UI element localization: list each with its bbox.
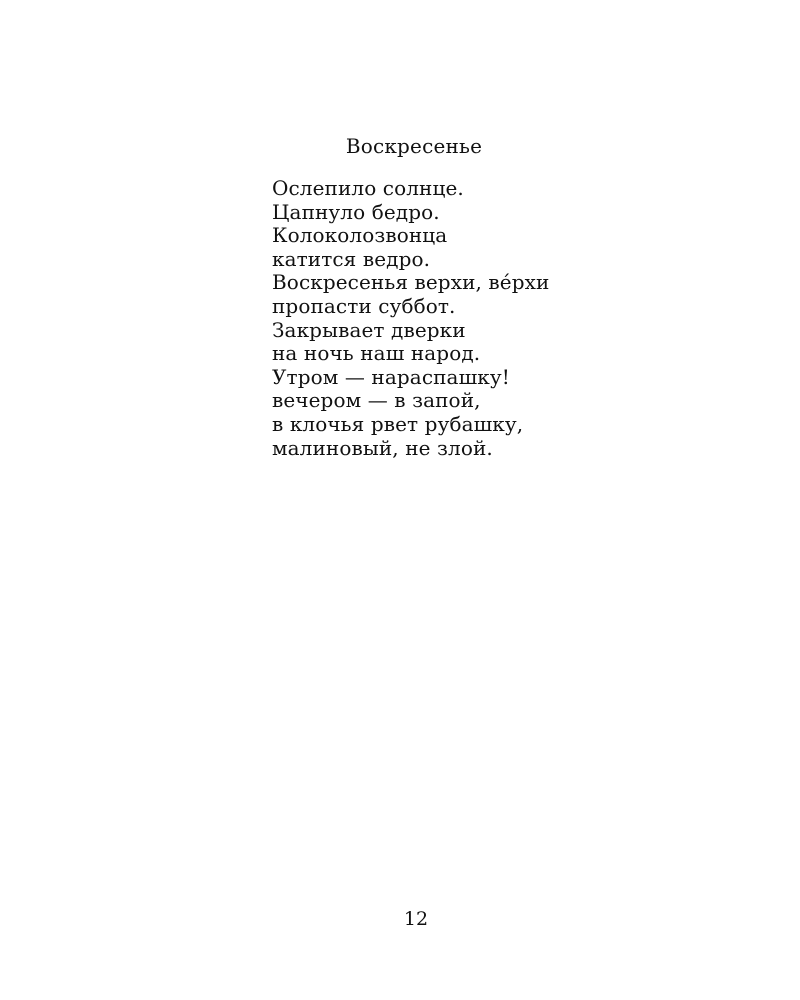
poem-line: на ночь наш народ. xyxy=(272,341,481,366)
poem-line: Ослепило солнце. xyxy=(272,176,464,200)
poem-line: вечером — в запой, xyxy=(272,388,481,413)
poem-line: катится ведро. xyxy=(272,246,431,271)
poem-line: Закрывает дверки xyxy=(272,317,466,342)
poem-line: пропасти суббот. xyxy=(272,293,456,318)
poem-line: Воскресенья верхи, ве́рхи xyxy=(272,270,550,295)
poem-line: Утром — нараспашку! xyxy=(272,364,510,389)
poem-line: малиновый, не злой. xyxy=(272,435,493,460)
poem-line: Цапнуло бедро. xyxy=(272,199,440,224)
poem-body xyxy=(272,177,549,460)
poem-line: в клочья рвет рубашку, xyxy=(272,411,524,436)
poem-line: Колоколозвонца xyxy=(272,223,448,248)
poem-title: Воскресенье xyxy=(345,134,483,158)
page-number: 12 xyxy=(403,908,429,930)
